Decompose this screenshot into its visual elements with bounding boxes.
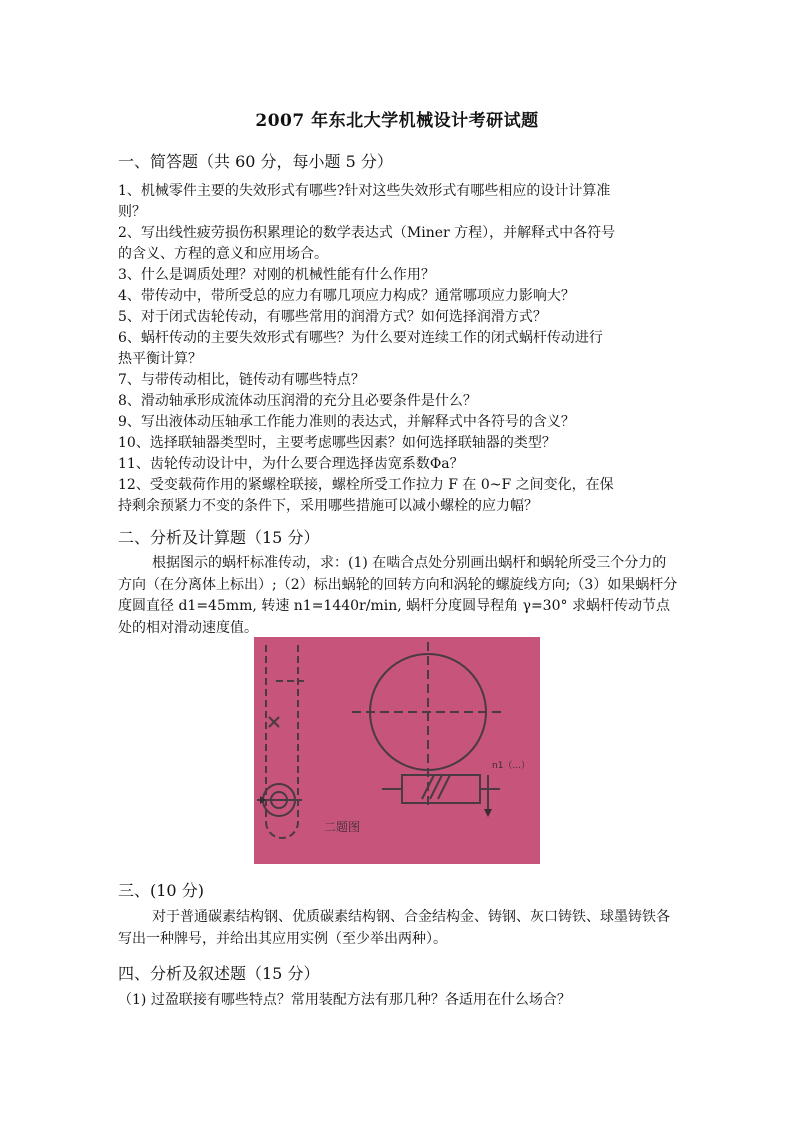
question-line: 7、与带传动相比，链传动有哪些特点？: [118, 372, 365, 388]
section2-heading: 二、分析及计算题（15 分）: [118, 528, 320, 547]
worm-gear-drawing: [254, 637, 540, 864]
worm-gear-figure: [254, 637, 540, 864]
question-line: 4、带传动中，带所受总的应力有哪几项应力构成？通常哪项应力影响大？: [118, 288, 575, 304]
question-line: 则？: [118, 204, 146, 220]
question-line: 10、选择联轴器类型时，主要考虑哪些因素？如何选择联轴器的类型？: [118, 435, 556, 451]
question-line: 11、齿轮传动设计中，为什么要合理选择齿宽系数Φa？: [118, 456, 464, 472]
section1-heading: 一、简答题（共 60 分，每小题 5 分）: [118, 152, 393, 171]
question-line: 持剩余预紧力不变的条件下，采用哪些措施可以减小螺栓的应力幅？: [118, 498, 538, 514]
cross-mark: [269, 717, 279, 727]
section2-paragraph: 根据图示的蜗杆标准传动，求：(1) 在啮合点处分别画出蜗杆和蜗轮所受三个分力的方向（在分离体上标出）;（2）标出蜗轮的回转方向和涡轮的螺旋线方向;（3）如果蜗杆分度圆直径 d1=45mm, 转速 n1=1440r/min, 蜗杆分度圆导程角 γ=30° 求蜗杆传动节点处的相对滑动速度值。: [118, 555, 678, 636]
question-line: 9、写出液体动压轴承工作能力准则的表达式，并解释式中各符号的含义？: [118, 414, 575, 430]
question-line: 6、蜗杆传动的主要失效形式有哪些？为什么要对连续工作的闭式蜗杆传动进行: [118, 330, 603, 346]
question-line: 12、受变载荷作用的紧螺栓联接，螺栓所受工作拉力 F 在 0~F 之间变化，在保: [118, 477, 614, 493]
page-title: 2007 年东北大学机械设计考研试题: [255, 111, 539, 131]
question-line: 8、滑动轴承形成流体动压润滑的充分且必要条件是什么？: [118, 393, 477, 409]
section3-heading: 三、(10 分): [118, 881, 204, 900]
question-line: 的含义、方程的意义和应用场合。: [118, 246, 328, 262]
question-line: 3、什么是调质处理？对刚的机械性能有什么作用？: [118, 267, 435, 283]
question-line: （1) 过盈联接有哪些特点？常用装配方法有那几种？各适用在什么场合？: [118, 992, 571, 1008]
figure-caption: 二题图: [324, 820, 361, 834]
speed-label: n1（...）: [492, 761, 531, 771]
question-line: 热平衡计算？: [118, 351, 202, 367]
question-line: 5、对于闭式齿轮传动，有哪些常用的润滑方式？如何选择润滑方式？: [118, 309, 547, 325]
question-line: 1、机械零件主要的失效形式有哪些?针对这些失效形式有哪些相应的设计计算准: [118, 183, 611, 199]
question-line: 2、写出线性疲劳损伤积累理论的数学表达式（Miner 方程），并解释式中各符号: [118, 225, 616, 241]
section3-paragraph: 对于普通碳素结构钢、优质碳素结构钢、合金结构金、铸钢、灰口铸铁、球墨铸铁各写出一种牌号，并给出其应用实例（至少举出两种）。: [118, 909, 670, 947]
section4-heading: 四、分析及叙述题（15 分）: [118, 964, 320, 983]
